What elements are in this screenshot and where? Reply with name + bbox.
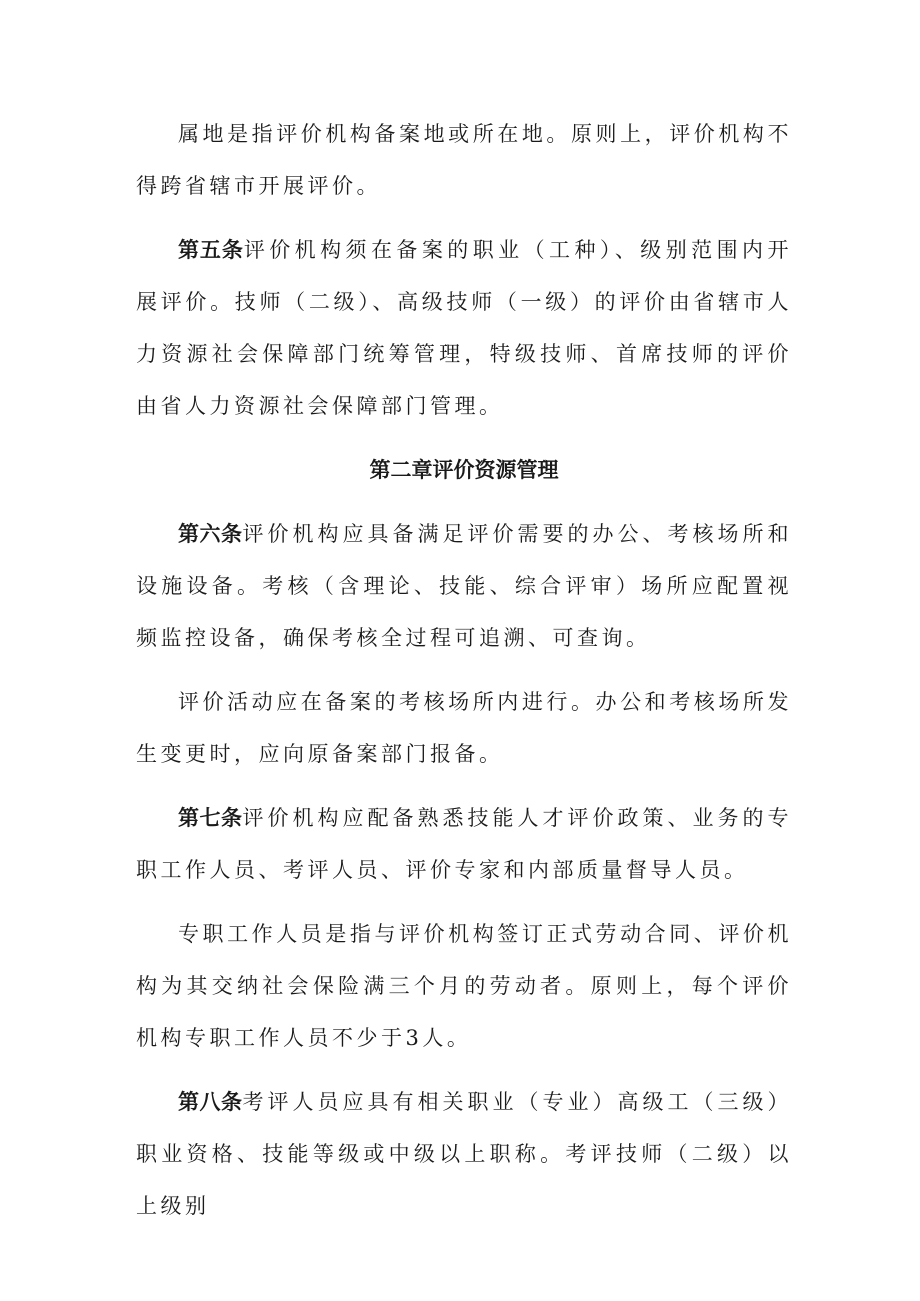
article-number: 第六条 xyxy=(178,522,243,546)
paragraph-text: 评价机构须在备案的职业（工种）、级别范围内开展评价。技师（二级）、高级技师（一级）的评价由省辖市人力资源社会保障部门统筹管理，特级技师、首席技师的评价由省人力资源社会保障部门管理。 xyxy=(136,238,792,418)
article-number: 第八条 xyxy=(178,1090,243,1114)
paragraph-staff-definition xyxy=(136,908,792,1064)
paragraph-text: 专职工作人员是指与评价机构签订正式劳动合同、评价机构为其交纳社会保险满三个月的劳动者。原则上，每个评价机构专职工作人员不少于3人。 xyxy=(136,922,792,1050)
paragraph-text: 评价机构应具备满足评价需要的办公、考核场所和设施设备。考核（含理论、技能、综合评审）场所应配置视频监控设备，确保考核全过程可追溯、可查询。 xyxy=(136,522,792,650)
article-5 xyxy=(136,224,792,432)
paragraph-text: 考评人员应具有相关职业（专业）高级工（三级）职业资格、技能等级或中级以上职称。考评技师（二级）以上级别 xyxy=(136,1090,792,1218)
document-body xyxy=(136,108,792,1232)
paragraph-text: 评价活动应在备案的考核场所内进行。办公和考核场所发生变更时，应向原备案部门报备。 xyxy=(136,690,792,766)
article-number: 第五条 xyxy=(178,238,244,262)
paragraph-territory xyxy=(136,108,792,212)
paragraph-text: 属地是指评价机构备案地或所在地。原则上，评价机构不得跨省辖市开展评价。 xyxy=(136,122,792,198)
article-8 xyxy=(136,1076,792,1232)
article-7 xyxy=(136,792,792,896)
paragraph-text: 评价机构应配备熟悉技能人才评价政策、业务的专职工作人员、考评人员、评价专家和内部质量督导人员。 xyxy=(136,806,792,882)
paragraph-venue-change xyxy=(136,676,792,780)
chapter-heading: 第二章评价资源管理 xyxy=(369,458,559,482)
article-6 xyxy=(136,508,792,664)
article-number: 第七条 xyxy=(178,806,243,830)
